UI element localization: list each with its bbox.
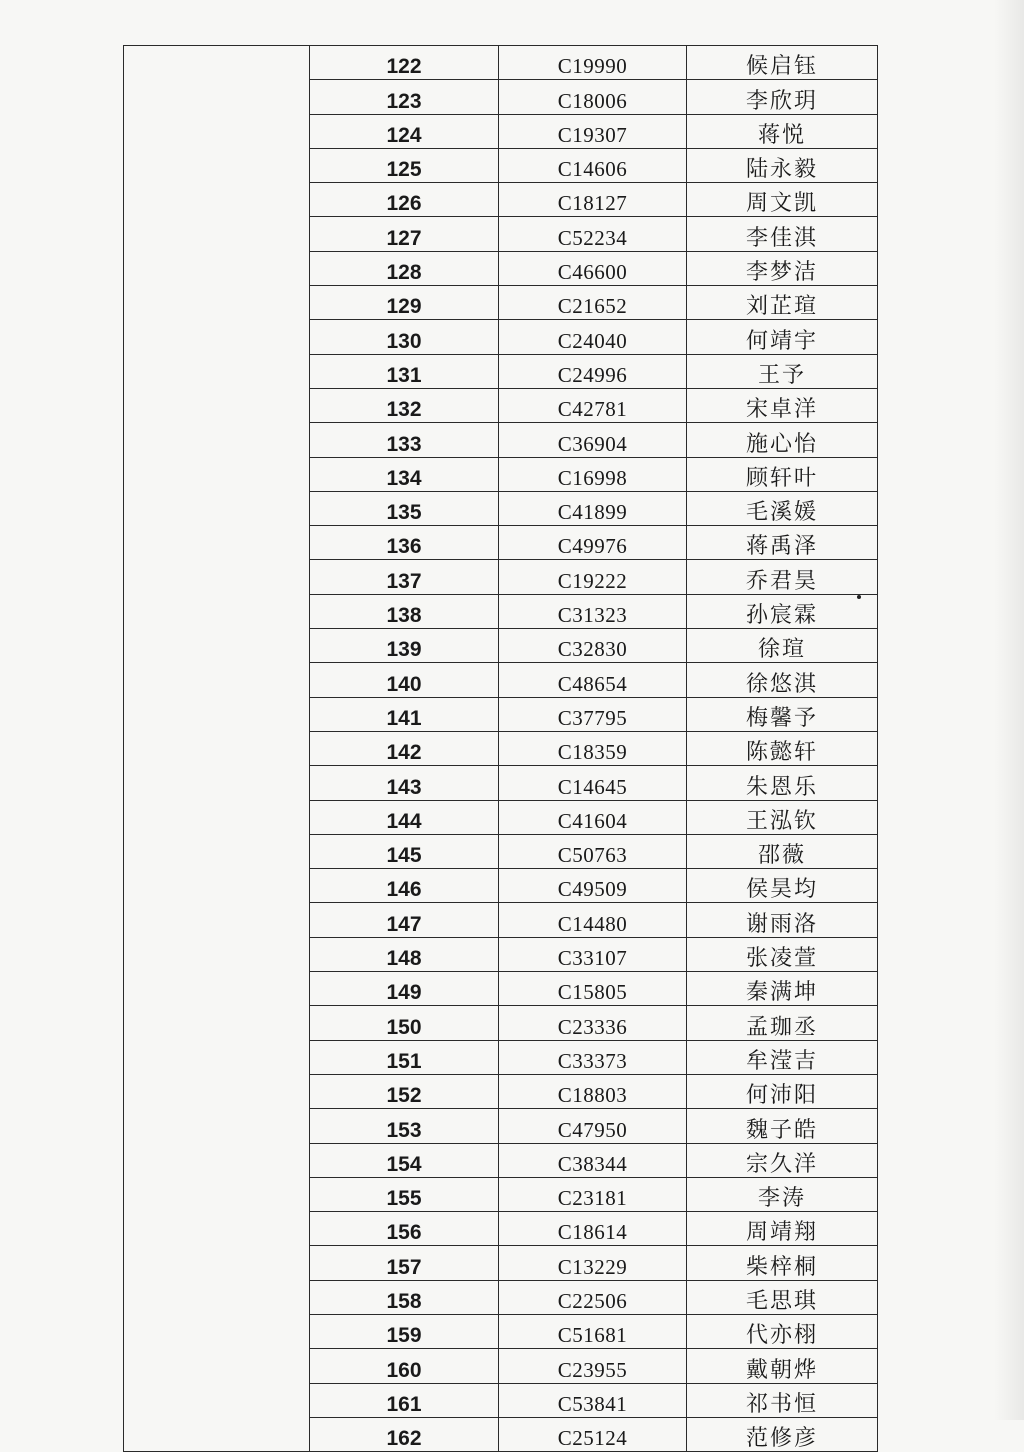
sequence-number: 122 [310, 46, 499, 80]
sequence-number: 145 [310, 834, 499, 868]
student-name: 蒋禹泽 [687, 526, 878, 560]
sequence-number: 128 [310, 251, 499, 285]
candidate-id: C42781 [499, 388, 687, 422]
student-name: 魏子皓 [687, 1109, 878, 1143]
candidate-id: C18359 [499, 731, 687, 765]
sequence-number: 148 [310, 937, 499, 971]
student-name: 戴朝烨 [687, 1349, 878, 1383]
sequence-number: 132 [310, 388, 499, 422]
student-name: 宗久洋 [687, 1143, 878, 1177]
candidate-id: C36904 [499, 423, 687, 457]
candidate-id: C31323 [499, 594, 687, 628]
student-name: 柴梓桐 [687, 1246, 878, 1280]
candidate-id: C23955 [499, 1349, 687, 1383]
sequence-number: 124 [310, 114, 499, 148]
student-name: 代亦栩 [687, 1314, 878, 1348]
roster-table-body [124, 46, 878, 1452]
sequence-number: 134 [310, 457, 499, 491]
sequence-number: 142 [310, 731, 499, 765]
sequence-number: 157 [310, 1246, 499, 1280]
student-name: 毛思琪 [687, 1280, 878, 1314]
student-name: 蒋悦 [687, 114, 878, 148]
student-name: 秦满坤 [687, 972, 878, 1006]
sequence-number: 149 [310, 972, 499, 1006]
student-name: 毛溪媛 [687, 491, 878, 525]
candidate-id: C13229 [499, 1246, 687, 1280]
candidate-id: C53841 [499, 1383, 687, 1417]
sequence-number: 151 [310, 1040, 499, 1074]
sequence-number: 162 [310, 1417, 499, 1451]
candidate-id: C32830 [499, 629, 687, 663]
sequence-number: 161 [310, 1383, 499, 1417]
student-name: 周靖翔 [687, 1212, 878, 1246]
student-name: 祁书恒 [687, 1383, 878, 1417]
student-name: 李涛 [687, 1177, 878, 1211]
student-name: 陈懿轩 [687, 731, 878, 765]
sequence-number: 125 [310, 148, 499, 182]
candidate-id: C23336 [499, 1006, 687, 1040]
candidate-id: C18006 [499, 80, 687, 114]
student-name: 范修彦 [687, 1417, 878, 1451]
student-name: 乔君昊 [687, 560, 878, 594]
student-name: 何靖宇 [687, 320, 878, 354]
student-name: 周文凯 [687, 183, 878, 217]
sequence-number: 155 [310, 1177, 499, 1211]
candidate-id: C38344 [499, 1143, 687, 1177]
student-name: 王泓钦 [687, 800, 878, 834]
student-name: 李佳淇 [687, 217, 878, 251]
sequence-number: 146 [310, 869, 499, 903]
sequence-number: 136 [310, 526, 499, 560]
student-name: 陆永毅 [687, 148, 878, 182]
student-name: 孙宸霖 [687, 594, 878, 628]
roster-table [123, 45, 878, 1452]
student-name: 梅馨予 [687, 697, 878, 731]
sequence-number: 126 [310, 183, 499, 217]
sequence-number: 143 [310, 766, 499, 800]
student-name: 刘芷瑄 [687, 286, 878, 320]
student-name: 徐悠淇 [687, 663, 878, 697]
candidate-id: C46600 [499, 251, 687, 285]
candidate-id: C14480 [499, 903, 687, 937]
candidate-id: C16998 [499, 457, 687, 491]
candidate-id: C25124 [499, 1417, 687, 1451]
candidate-id: C48654 [499, 663, 687, 697]
candidate-id: C41604 [499, 800, 687, 834]
candidate-id: C14645 [499, 766, 687, 800]
candidate-id: C51681 [499, 1314, 687, 1348]
student-name: 李欣玥 [687, 80, 878, 114]
group-cell [124, 46, 310, 1452]
student-name: 王予 [687, 354, 878, 388]
sequence-number: 150 [310, 1006, 499, 1040]
sequence-number: 144 [310, 800, 499, 834]
sequence-number: 135 [310, 491, 499, 525]
student-name: 顾轩叶 [687, 457, 878, 491]
table-row [124, 46, 878, 80]
candidate-id: C52234 [499, 217, 687, 251]
candidate-id: C49976 [499, 526, 687, 560]
sequence-number: 129 [310, 286, 499, 320]
student-name: 何沛阳 [687, 1074, 878, 1108]
sequence-number: 156 [310, 1212, 499, 1246]
candidate-id: C19222 [499, 560, 687, 594]
student-name: 宋卓洋 [687, 388, 878, 422]
student-name: 孟珈丞 [687, 1006, 878, 1040]
sequence-number: 130 [310, 320, 499, 354]
candidate-id: C37795 [499, 697, 687, 731]
student-name: 张凌萱 [687, 937, 878, 971]
sequence-number: 138 [310, 594, 499, 628]
candidate-id: C23181 [499, 1177, 687, 1211]
student-name: 牟滢吉 [687, 1040, 878, 1074]
candidate-id: C24996 [499, 354, 687, 388]
candidate-id: C50763 [499, 834, 687, 868]
candidate-id: C22506 [499, 1280, 687, 1314]
sequence-number: 139 [310, 629, 499, 663]
scan-edge-shadow [994, 0, 1024, 1420]
sequence-number: 159 [310, 1314, 499, 1348]
student-name: 徐瑄 [687, 629, 878, 663]
candidate-id: C41899 [499, 491, 687, 525]
sequence-number: 123 [310, 80, 499, 114]
sequence-number: 127 [310, 217, 499, 251]
candidate-id: C47950 [499, 1109, 687, 1143]
candidate-id: C19307 [499, 114, 687, 148]
candidate-id: C33107 [499, 937, 687, 971]
candidate-id: C21652 [499, 286, 687, 320]
sequence-number: 158 [310, 1280, 499, 1314]
candidate-id: C33373 [499, 1040, 687, 1074]
sequence-number: 141 [310, 697, 499, 731]
sequence-number: 133 [310, 423, 499, 457]
sequence-number: 131 [310, 354, 499, 388]
candidate-id: C15805 [499, 972, 687, 1006]
sequence-number: 152 [310, 1074, 499, 1108]
student-name: 侯昊均 [687, 869, 878, 903]
candidate-id: C18803 [499, 1074, 687, 1108]
sequence-number: 140 [310, 663, 499, 697]
student-name: 候启钰 [687, 46, 878, 80]
sequence-number: 137 [310, 560, 499, 594]
student-name: 施心怡 [687, 423, 878, 457]
candidate-id: C49509 [499, 869, 687, 903]
sequence-number: 154 [310, 1143, 499, 1177]
candidate-id: C19990 [499, 46, 687, 80]
candidate-id: C18127 [499, 183, 687, 217]
sequence-number: 147 [310, 903, 499, 937]
sequence-number: 153 [310, 1109, 499, 1143]
student-name: 谢雨洛 [687, 903, 878, 937]
candidate-id: C18614 [499, 1212, 687, 1246]
student-name: 邵薇 [687, 834, 878, 868]
sequence-number: 160 [310, 1349, 499, 1383]
student-name: 李梦洁 [687, 251, 878, 285]
candidate-id: C14606 [499, 148, 687, 182]
candidate-id: C24040 [499, 320, 687, 354]
student-name: 朱恩乐 [687, 766, 878, 800]
